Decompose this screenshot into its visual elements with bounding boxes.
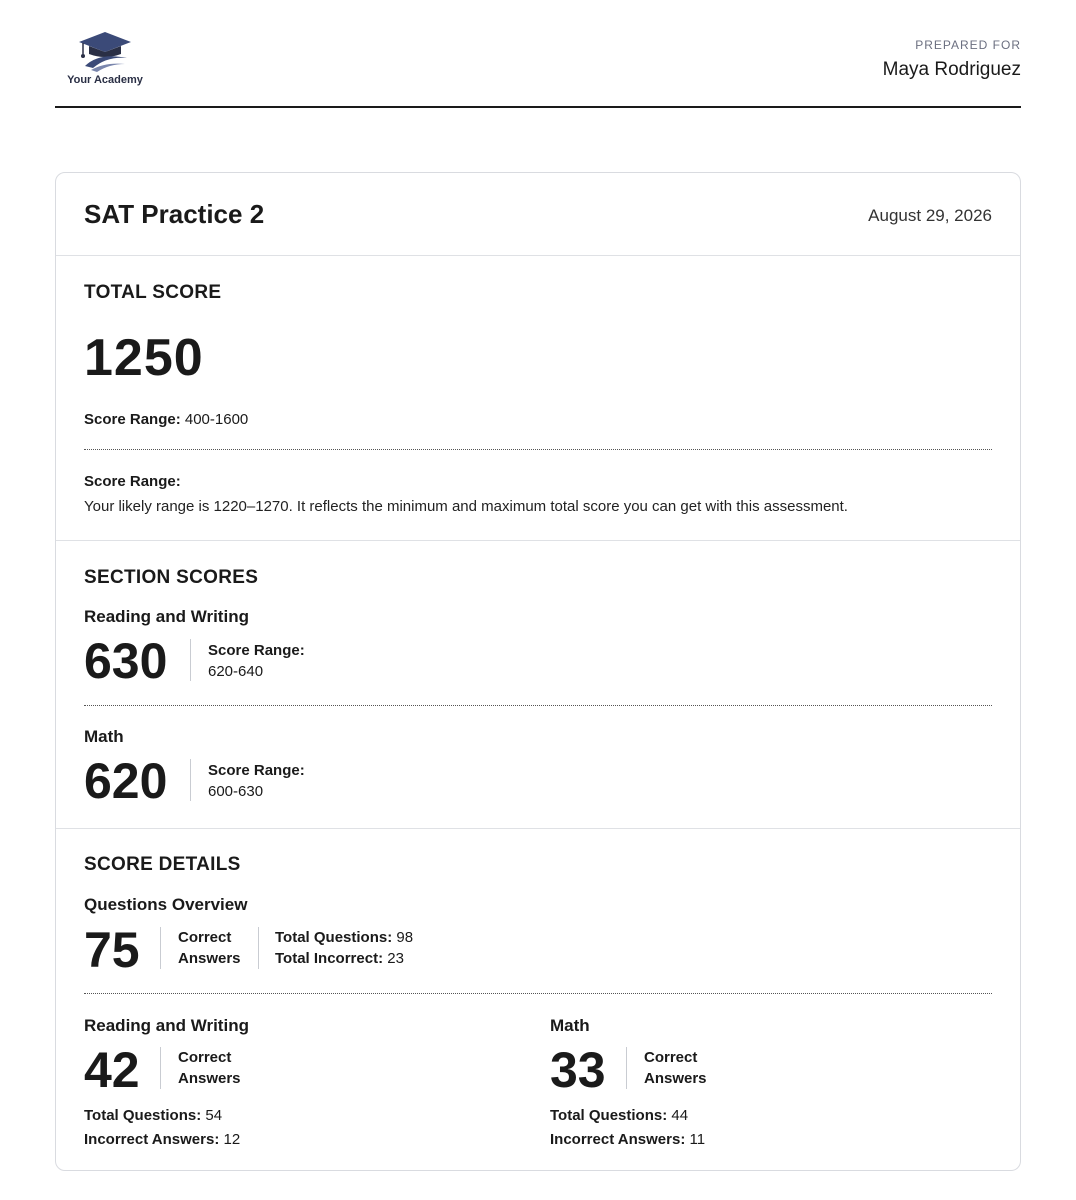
correct-label-line2: Answers	[178, 1070, 241, 1087]
reading-writing-score: 630	[84, 633, 168, 689]
correct-label-line1: Correct	[178, 1049, 232, 1066]
correct-label-line1: Correct	[178, 929, 232, 946]
math-correct-count: 33	[550, 1042, 606, 1098]
rw-details-label: Reading and Writing	[84, 1016, 249, 1035]
math-total-label: Total Questions:	[550, 1107, 668, 1124]
score-details-section	[56, 829, 1020, 1169]
separator	[160, 1047, 161, 1089]
report-header	[55, 0, 1021, 108]
divider	[84, 993, 992, 994]
academy-logo	[63, 30, 147, 86]
rw-correct-label	[178, 1047, 241, 1089]
rw-range-value: 620-640	[208, 663, 264, 680]
likely-range-text: Your likely range is 1220–1270. It reflects the minimum and maximum total score you can get with this assessment.	[84, 498, 848, 515]
math-total-value: 44	[671, 1107, 689, 1124]
correct-label-line2: Answers	[178, 950, 241, 967]
rw-total-label: Total Questions:	[84, 1107, 202, 1124]
total-incorrect-value: 23	[387, 950, 404, 967]
prepared-for-block	[883, 38, 1021, 81]
total-questions-line	[275, 927, 413, 948]
total-incorrect-label: Total Incorrect:	[275, 950, 384, 967]
math-range-label: Score Range:	[208, 762, 305, 779]
score-report-card	[55, 172, 1021, 1171]
math-details-label: Math	[550, 1016, 590, 1035]
rw-stats	[84, 1105, 240, 1150]
divider	[84, 449, 992, 450]
reading-writing-range	[208, 640, 305, 682]
reading-writing-label: Reading and Writing	[84, 607, 249, 626]
correct-label-line2: Answers	[644, 1070, 707, 1087]
separator	[626, 1047, 627, 1089]
total-range-value: 400-1600	[184, 411, 249, 428]
likely-range-label: Score Range:	[84, 473, 181, 490]
total-questions-value: 98	[396, 929, 414, 946]
total-range-label: Score Range:	[84, 411, 181, 428]
total-score-range	[84, 411, 248, 428]
student-name: Maya Rodriguez	[882, 59, 1021, 80]
academy-name: Your Academy	[67, 74, 143, 86]
math-incorrect-line	[550, 1129, 705, 1150]
total-score-heading: TOTAL SCORE	[84, 282, 222, 303]
score-details-heading: SCORE DETAILS	[84, 854, 241, 875]
separator	[258, 927, 259, 969]
math-incorrect-value: 11	[689, 1131, 706, 1148]
math-total-line	[550, 1105, 705, 1126]
card-header	[56, 173, 1020, 256]
rw-correct-count: 42	[84, 1042, 140, 1098]
section-scores-heading: SECTION SCORES	[84, 567, 259, 588]
separator	[190, 759, 191, 801]
rw-incorrect-label: Incorrect Answers:	[84, 1131, 220, 1148]
rw-total-value: 54	[205, 1107, 223, 1124]
rw-incorrect-line	[84, 1129, 240, 1150]
rw-total-line	[84, 1105, 240, 1126]
divider	[84, 705, 992, 706]
total-incorrect-line	[275, 948, 413, 969]
overview-correct-count: 75	[84, 922, 140, 978]
separator	[190, 639, 191, 681]
total-questions-label: Total Questions:	[275, 929, 393, 946]
overview-correct-label	[178, 927, 241, 969]
math-correct-label	[644, 1047, 707, 1089]
math-range	[208, 760, 305, 802]
rw-range-label: Score Range:	[208, 642, 305, 659]
math-label: Math	[84, 727, 124, 746]
questions-overview-label: Questions Overview	[84, 895, 248, 914]
math-range-value: 600-630	[208, 783, 264, 800]
math-stats	[550, 1105, 705, 1150]
correct-label-line1: Correct	[644, 1049, 698, 1066]
total-score-value: 1250	[84, 329, 204, 387]
overview-totals	[275, 927, 413, 969]
rw-incorrect-value: 12	[223, 1131, 241, 1148]
section-scores-section	[56, 541, 1020, 829]
total-score-section	[56, 256, 1020, 541]
separator	[160, 927, 161, 969]
test-date: August 29, 2026	[868, 206, 992, 225]
test-title: SAT Practice 2	[84, 199, 265, 229]
graduation-cap-icon	[77, 30, 133, 72]
math-incorrect-label: Incorrect Answers:	[550, 1131, 686, 1148]
math-score: 620	[84, 753, 168, 809]
prepared-for-label: PREPARED FOR	[915, 38, 1021, 52]
